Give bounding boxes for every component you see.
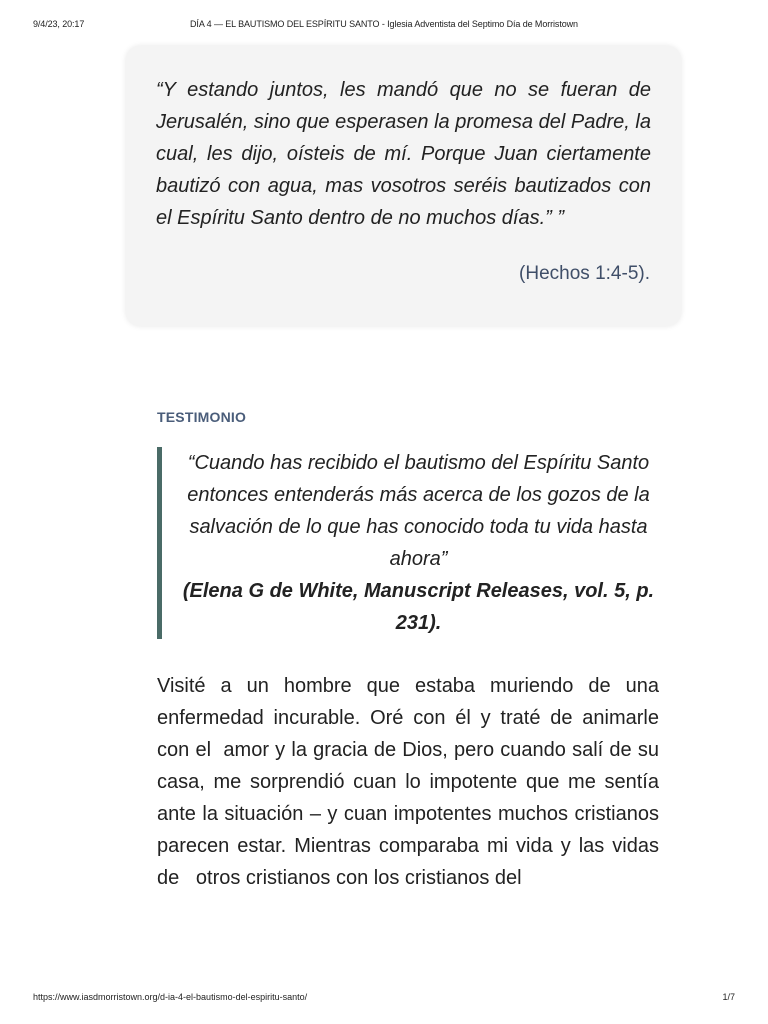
print-page-title: DÍA 4 — EL BAUTISMO DEL ESPÍRITU SANTO - Iglesia Adventista del Septimo Día de Morristown: [190, 19, 578, 29]
testimony-quote: “Cuando has recibido el bautismo del Espíritu Santo entonces entenderás más acerca de los gozos de la salvación de lo que has conocido toda tu vida hasta ahora”: [187, 452, 650, 570]
print-url: https://www.iasdmorristown.org/d-ia-4-el-bautismo-del-espiritu-santo/: [33, 992, 308, 1002]
print-page-number: 1/7: [722, 992, 735, 1002]
verse-text: “Y estando juntos, les mandó que no se fueran de Jerusalén, sino que esperasen la promesa del Padre, la cual, les dijo, oísteis de mí. Porque Juan ciertamente bautizó con agua, mas vosotros seréis bautizados con el Espíritu Santo dentro de no muchos días.” ”: [156, 79, 651, 229]
section-label-testimonio: TESTIMONIO: [157, 409, 247, 425]
testimony-citation: (Elena G de White, Manuscript Releases, vol. 5, p. 231).: [182, 580, 655, 634]
body-paragraph: Visité a un hombre que estaba muriendo de una enfermedad incurable. Oré con él y traté de animarle con el amor y la gracia de Dios, pero cuando salí de su casa, me sorprendió cuan lo impotente que me sentía ante la situación – y cuan impotentes muchos cristianos parecen estar. Mientras comparaba mi vida y las vidas de otros cristianos con los cristianos del: [157, 675, 665, 889]
verse-reference: (Hechos 1:4-5).: [519, 263, 650, 284]
verse-callout: [126, 46, 681, 326]
testimony-blockquote: [157, 447, 657, 639]
print-header: [33, 19, 735, 33]
print-footer: [33, 992, 735, 1006]
print-date: 9/4/23, 20:17: [33, 19, 85, 29]
